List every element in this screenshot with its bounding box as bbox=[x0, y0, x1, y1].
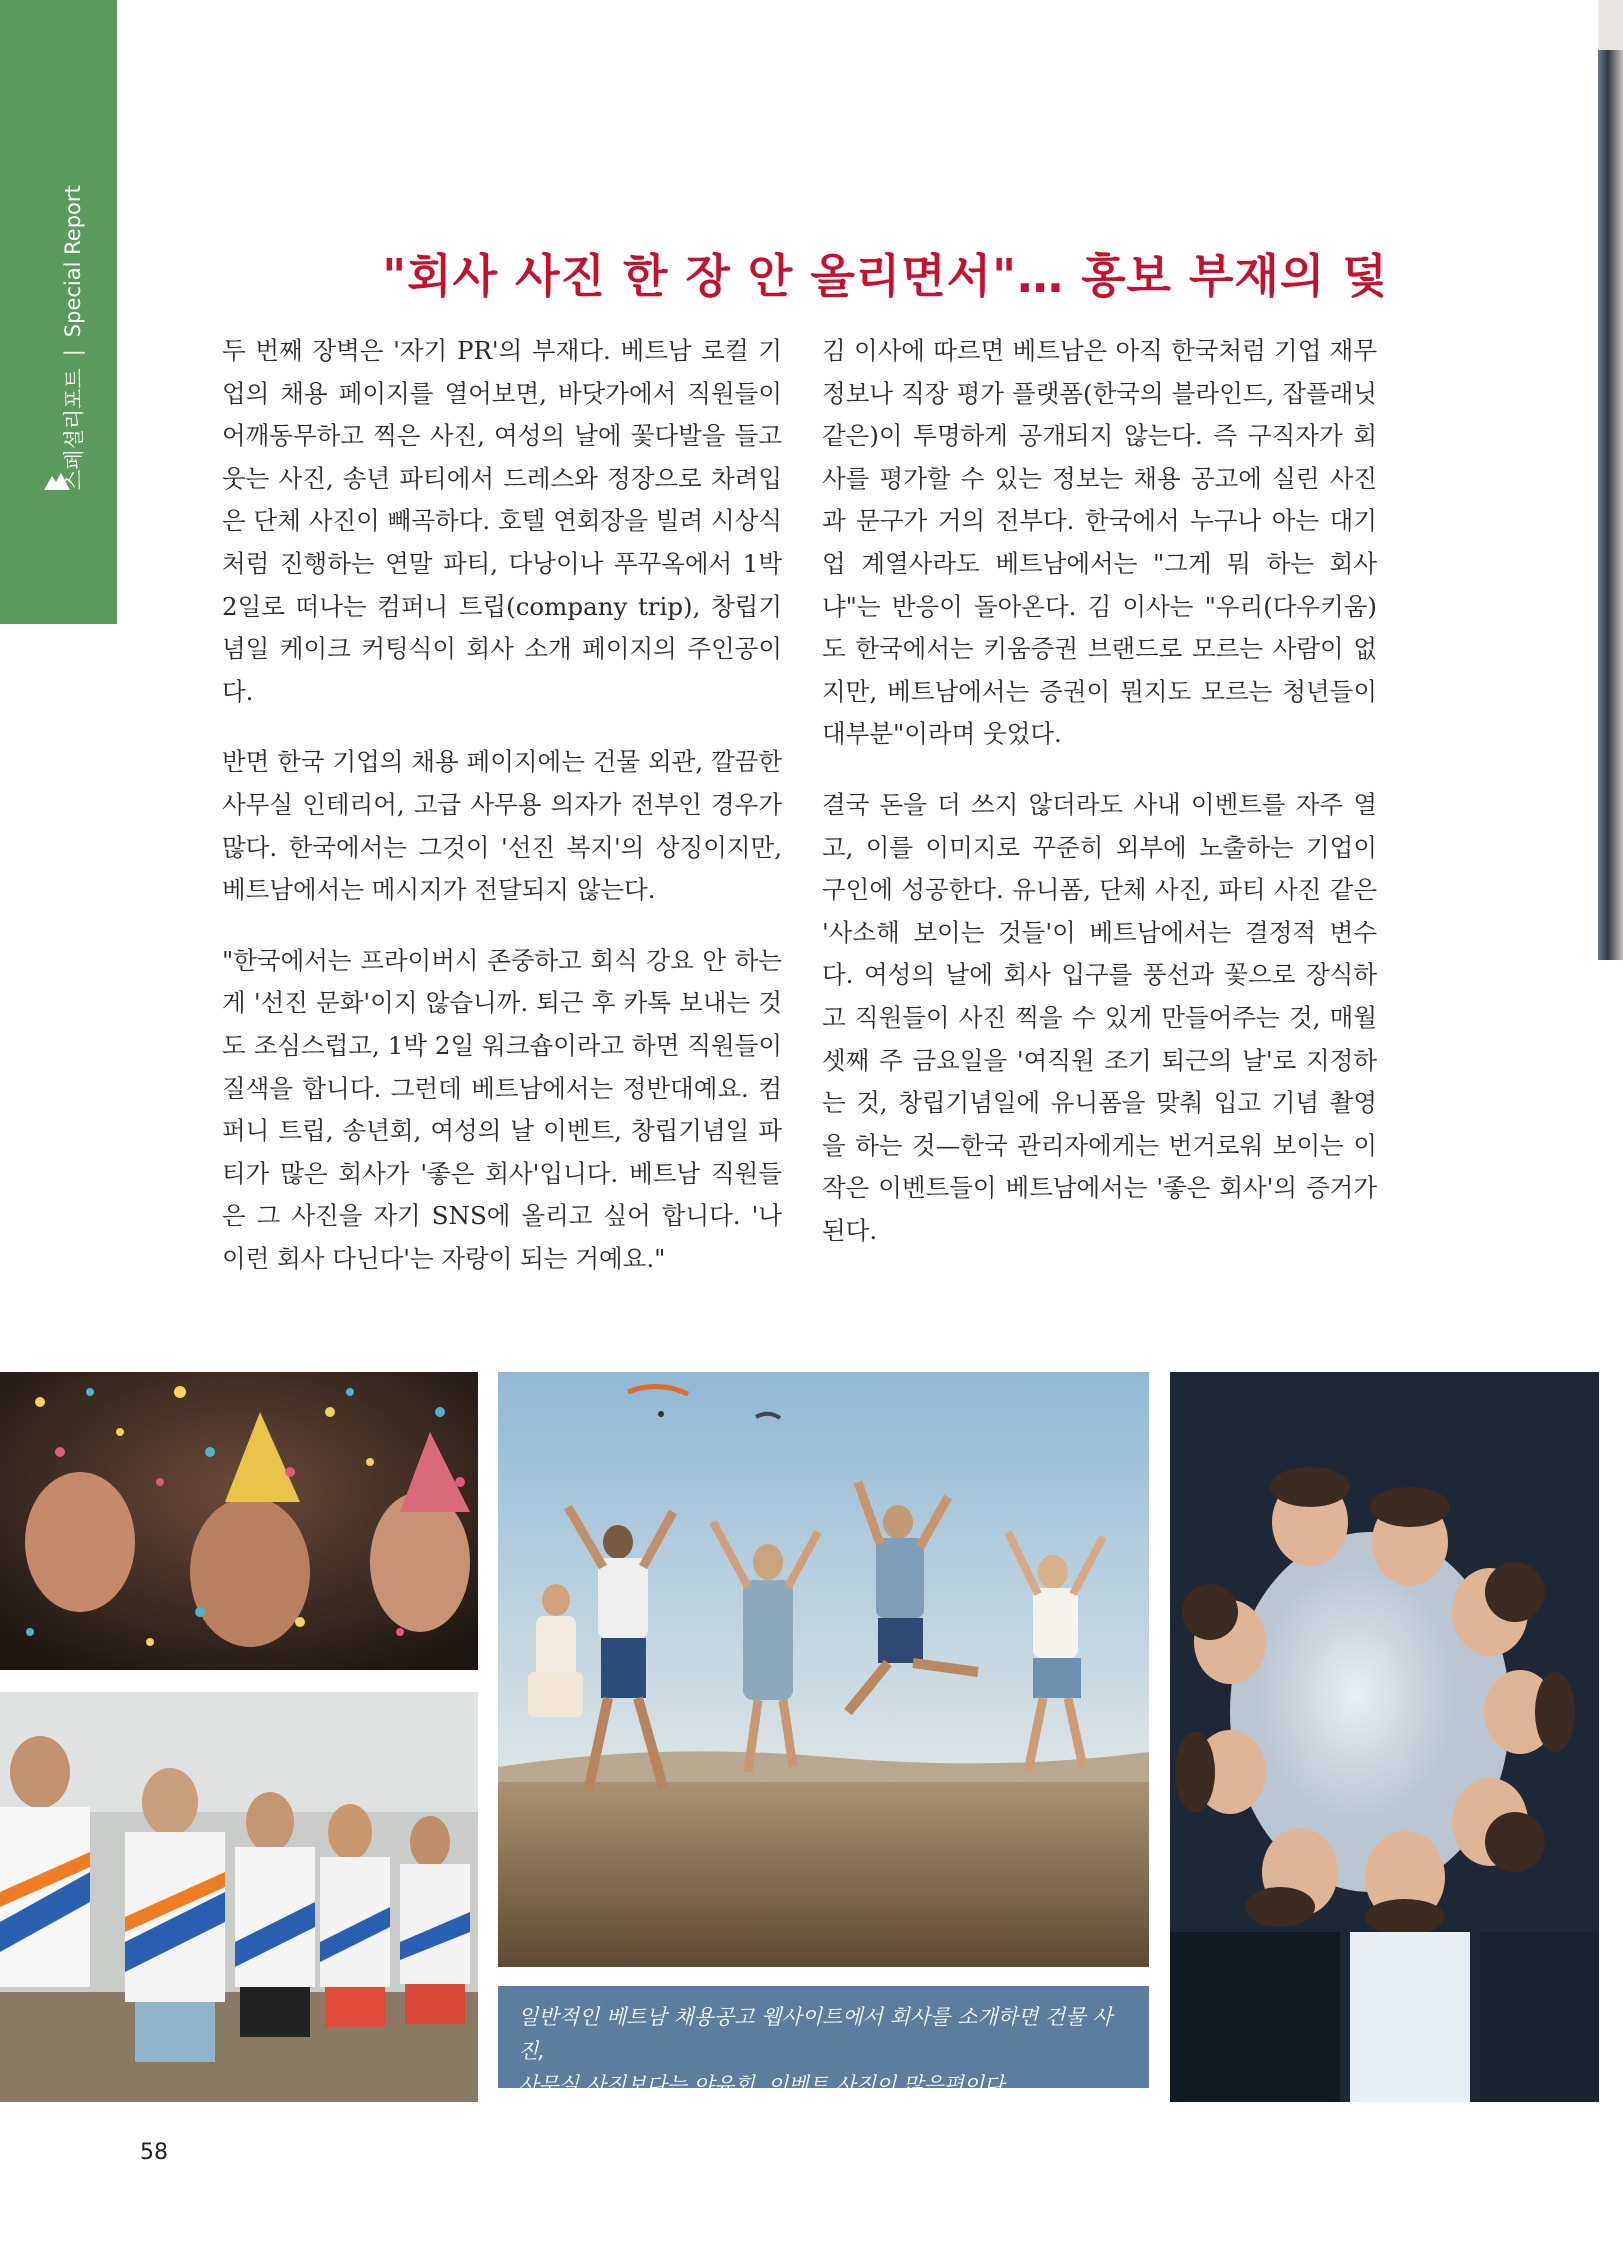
paragraph: 결국 돈을 더 쓰지 않더라도 사내 이벤트를 자주 열고, 이를 이미지로 꾸준히 외부에 노출하는 기업이 구인에 성공한다. 유니폼, 단체 사진, 파티 사진 같은 '사소해 보이는 것들'이 베트남에서는 결정적 변수다. 여성의 날에 회사 입구를 풍선과 꽃으로 장식하고 직원들이 사진 찍을 수 있게 만들어주는 것, 매월 셋째 주 금요일을 '여직원 조기 퇴근의 날'로 지정하는 것, 창립기념일에 유니폼을 맞춰 입고 기념 촬영을 하는 것—한국 관리자에게는 번거로워 보이는 이 작은 이벤트들이 베트남에서는 '좋은 회사'의 증거가 된다. bbox=[822, 789, 1377, 1245]
right-text-column bbox=[822, 330, 1377, 1280]
paragraph: 반면 한국 기업의 채용 페이지에는 건물 외관, 깔끔한 사무실 인테리어, 고급 사무용 의자가 전부인 경우가 많다. 한국에서는 그것이 '선진 복지'의 상징이지만, 베트남에서는 메시지가 전달되지 않는다. bbox=[222, 747, 782, 905]
article-headline: "회사 사진 한 장 안 올리면서"… 홍보 부재의 덫 bbox=[382, 249, 1388, 303]
paragraph: 김 이사에 따르면 베트남은 아직 한국처럼 기업 재무정보나 직장 평가 플랫폼(한국의 블라인드, 잡플래닛 같은)이 투명하게 공개되지 않는다. 즉 구직자가 회사를 평가할 수 있는 정보는 채용 공고에 실린 사진과 문구가 거의 전부다. 한국에서 누구나 아는 대기업 계열사라도 베트남에서는 "그게 뭐 하는 회사냐"는 반응이 돌아온다. 김 이사는 "우리(다우키움)도 한국에서는 키움증권 브랜드로 모르는 사람이 없지만, 베트남에서는 증권이 뭔지도 모르는 청년들이 대부분"이라며 웃었다. bbox=[822, 336, 1377, 749]
section-label-english: Special Report bbox=[61, 185, 85, 338]
mountain-logo-icon bbox=[42, 470, 72, 492]
section-label bbox=[58, 185, 88, 490]
paragraph: 두 번째 장벽은 '자기 PR'의 부재다. 베트남 로컬 기업의 채용 페이지를 열어보면, 바닷가에서 직원들이 어깨동무하고 찍은 사진, 여성의 날에 꽃다발을 들고 웃는 사진, 송년 파티에서 드레스와 정장으로 차려입은 단체 사진이 빼곡하다. 호텔 연회장을 빌려 시상식처럼 진행하는 연말 파티, 다낭이나 푸꾸옥에서 1박 2일로 떠나는 컴퍼니 트립(company trip), 창립기념일 케이크 커팅식이 회사 소개 페이지의 주인공이다. bbox=[222, 336, 782, 706]
jumping-friends-photo bbox=[498, 1372, 1149, 1967]
left-text-column bbox=[222, 330, 782, 1308]
group-huddle-photo bbox=[1170, 1372, 1599, 2102]
party-confetti-photo bbox=[0, 1372, 478, 1670]
section-label-korean: 스페셜리포트 bbox=[62, 368, 86, 490]
paragraph: "한국에서는 프라이버시 존중하고 회식 강요 안 하는 게 '선진 문화'이지 않습니까. 퇴근 후 카톡 보내는 것도 조심스럽고, 1박 2일 워크숍이라고 하면 직원들이 질색을 합니다. 그런데 베트남에서는 정반대예요. 컴퍼니 트립, 송년회, 여성의 날 이벤트, 창립기념일 파티가 많은 회사가 '좋은 회사'입니다. 베트남 직원들은 그 사진을 자기 SNS에 올리고 싶어 합니다. '나 이런 회사 다닌다'는 자랑이 되는 거예요." bbox=[222, 945, 782, 1273]
photo-caption bbox=[498, 1986, 1149, 2097]
page-number: 58 bbox=[140, 2140, 168, 2165]
uniformed-employees-photo bbox=[0, 1692, 478, 2102]
section-label-separator: | bbox=[61, 349, 85, 357]
caption-line: 일반적인 베트남 채용공고 웹사이트에서 회사를 소개하면 건물 사진, bbox=[518, 2005, 1113, 2063]
caption-line: 사무실 사진보다는 야유회, 이벤트 사진이 많은편이다 bbox=[518, 2073, 1005, 2097]
right-edge-photo-strip bbox=[1598, 0, 1623, 960]
